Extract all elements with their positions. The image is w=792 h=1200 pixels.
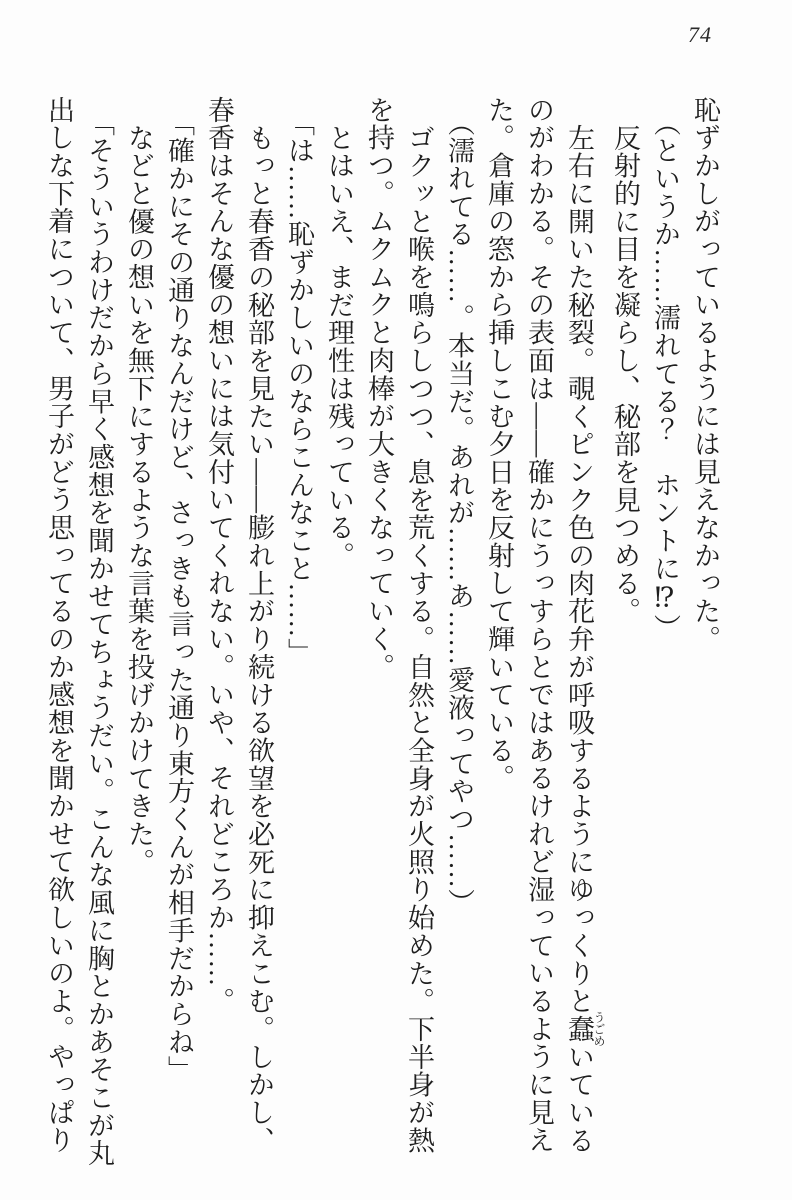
text-column: 「は……恥ずかしいのならこんなこと……」 xyxy=(284,109,314,666)
text-column: 「確かにその通りなんだけど、さっきも言った通り東方くんが相手だからね」 xyxy=(164,109,194,1084)
text-column: 恥ずかしがっているようには見えなかった。 xyxy=(690,96,720,653)
text-column: （濡れてる……。本当だ。あれが……あ……愛液ってやつ……） xyxy=(444,109,474,917)
text-column: 反射的に目を凝らし、秘部を見つめる。 xyxy=(610,124,640,626)
text-column: 「そういうわけだから早く感想を聞かせてちょうだい。こんな風に胸とかあそこが丸 xyxy=(84,109,114,1168)
page-number: 74 xyxy=(688,22,712,47)
text-column: を持つ。ムクムクと肉棒が大きくなっていく。 xyxy=(364,96,394,681)
text-column: のがわかる。その表面は――確かにうっすらとではあるけれど湿っているように見え xyxy=(524,96,554,1155)
text-column: 春香はそんな優の想いには気付いてくれない。いや、それどころか……。 xyxy=(204,96,234,1016)
text-column: （というか……濡れてる？ ホントに⁉） xyxy=(650,109,680,643)
text-column: とはいえ、まだ理性は残っている。 xyxy=(324,124,354,570)
text-column: 出しな下着について、男子がどう思ってるのか感想を聞かせて欲しいのよ。やっぱり xyxy=(44,96,74,1155)
text-column: 左右に開いた秘裂。覗くピンク色の肉花弁が呼吸するようにゆっくりと蠢うごめいている xyxy=(564,124,606,1155)
text-column: た。倉庫の窓から挿しこむ夕日を反射して輝いている。 xyxy=(484,96,514,793)
text-column: もっと春香の秘部を見たい――膨れ上がり続ける欲望を必死に抑えこむ。しかし、 xyxy=(244,124,274,1155)
text-column: などと優の想いを無下にするような言葉を投げかけてきた。 xyxy=(124,124,154,876)
text-column: ゴクッと喉を鳴らしつつ、息を荒くする。自然と全身が火照り始めた。下半身が熱 xyxy=(404,124,434,1155)
furigana-ruby: 蠢うごめ xyxy=(564,1011,606,1048)
text-columns xyxy=(44,96,725,1168)
